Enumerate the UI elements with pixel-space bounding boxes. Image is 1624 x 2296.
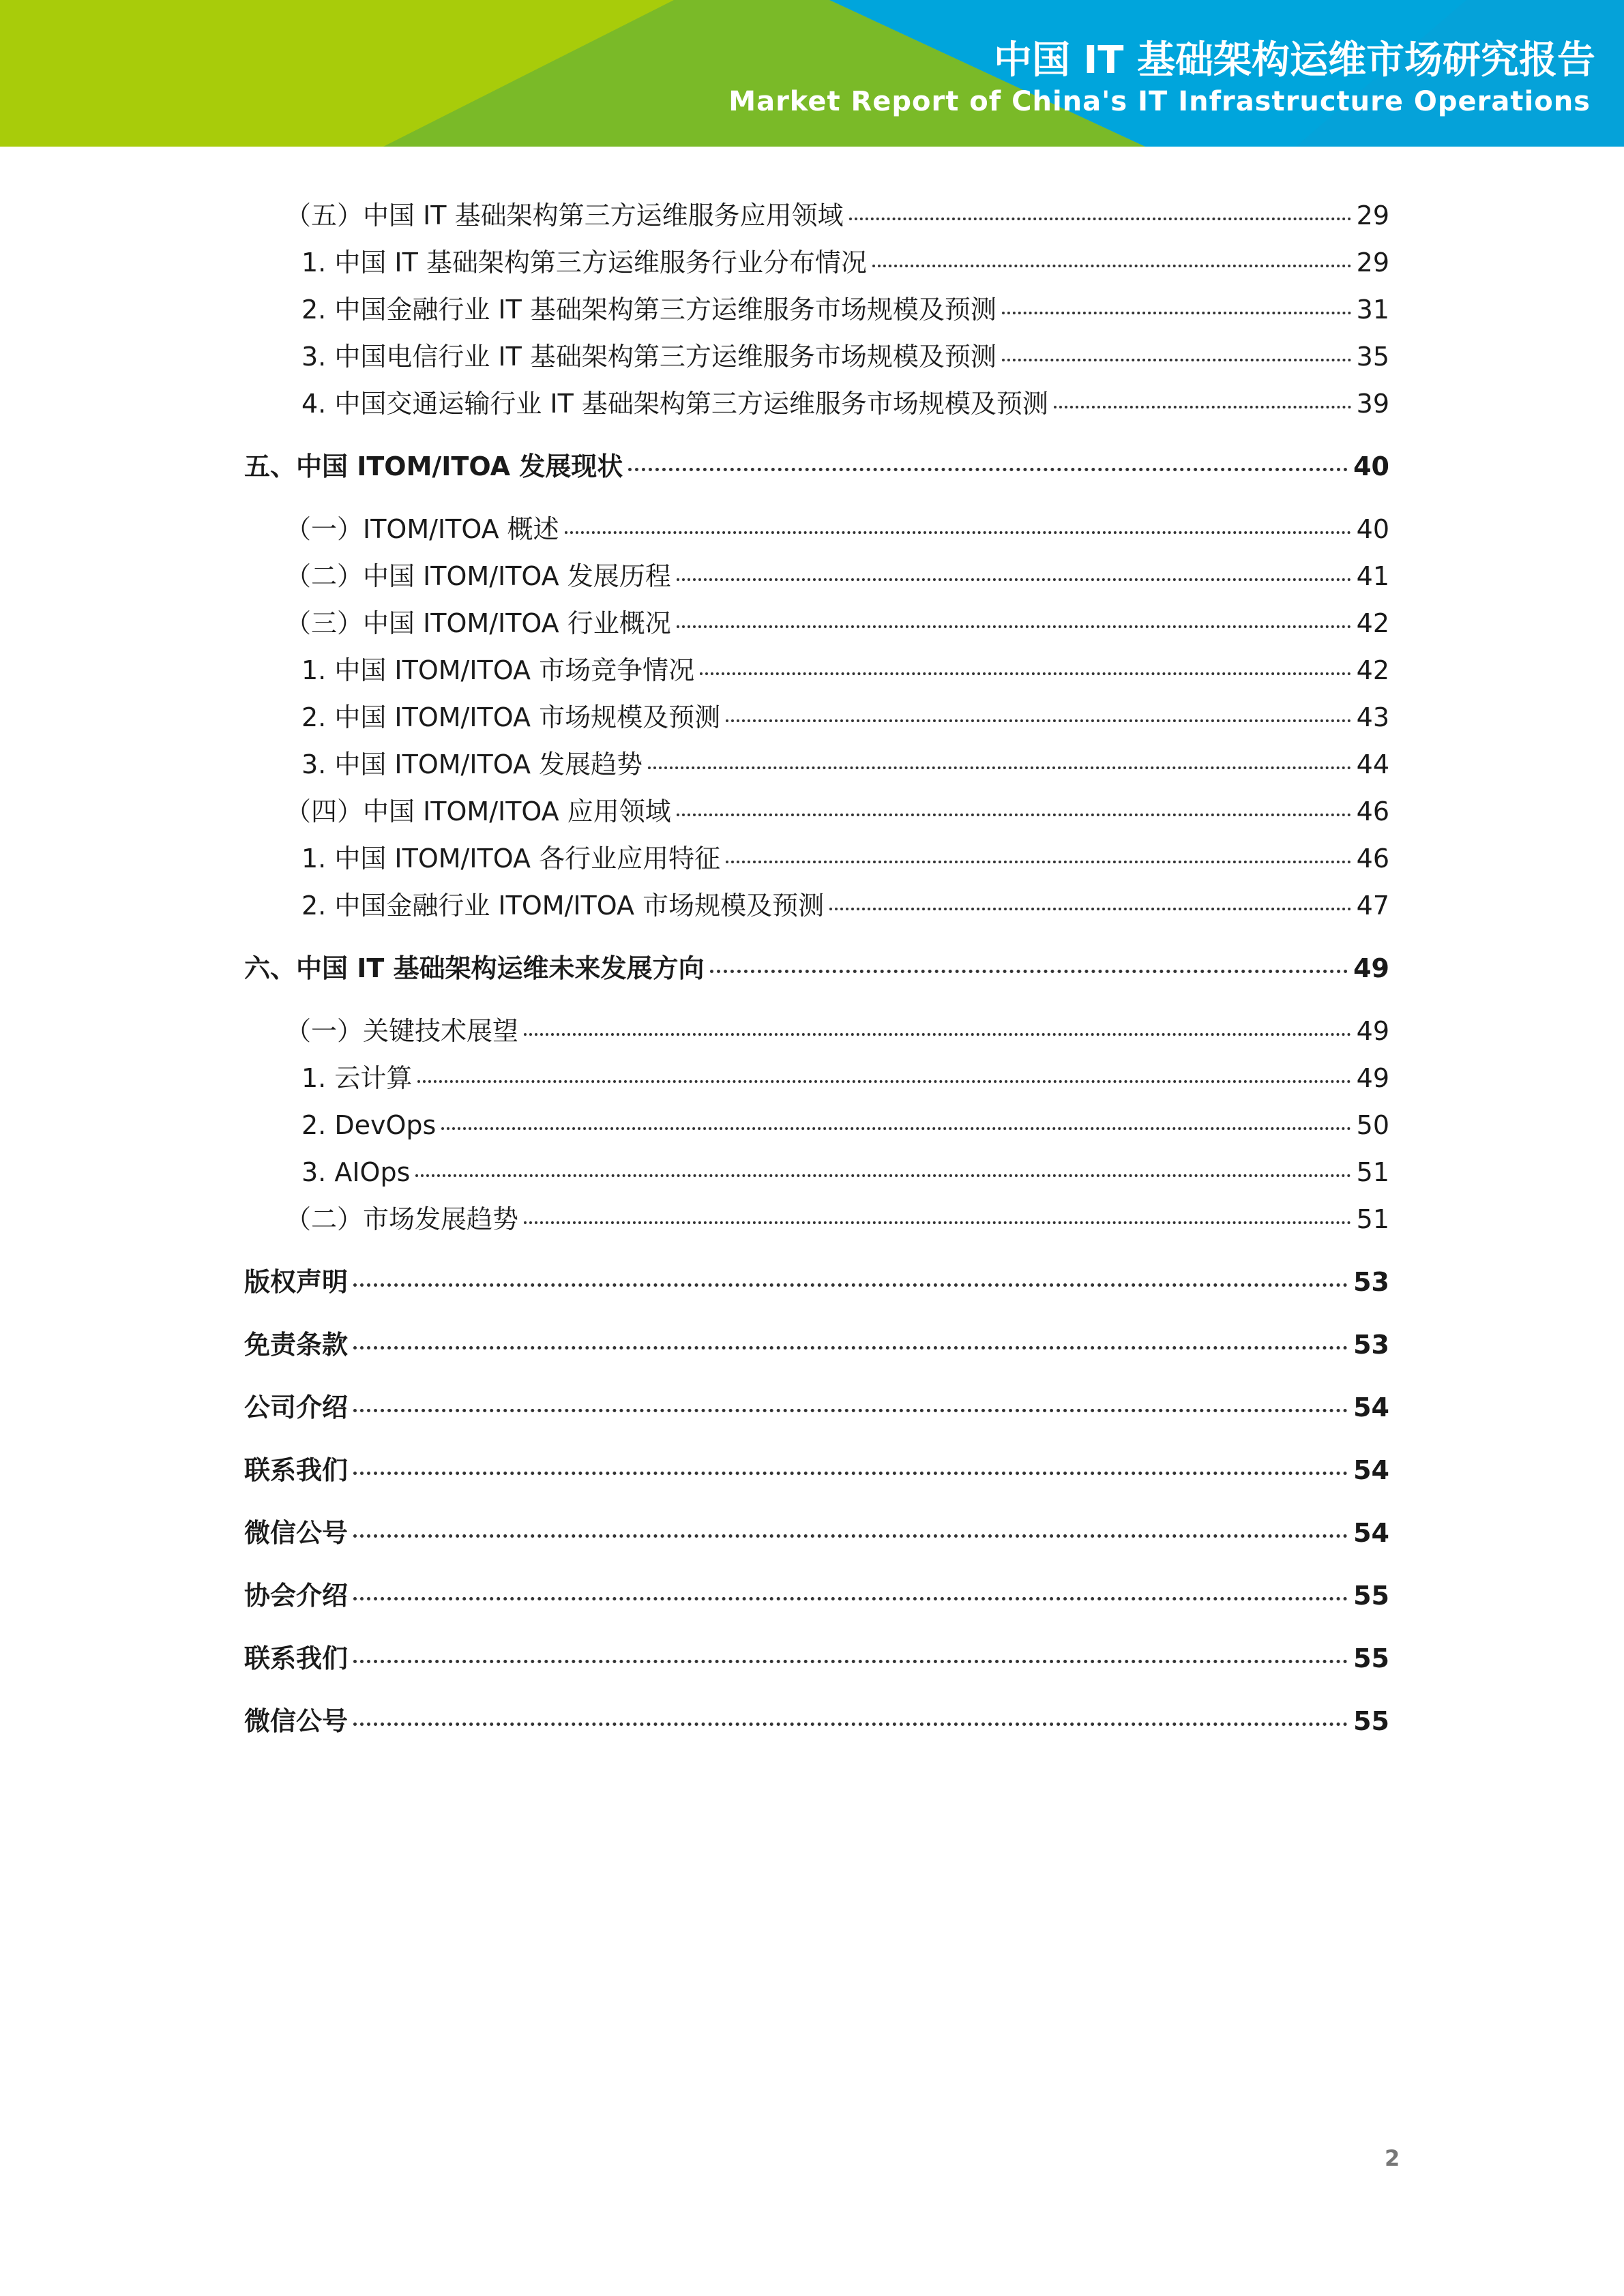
toc-entry-title[interactable]: 协会介绍 [244, 1581, 349, 1611]
toc-entry[interactable] [0, 239, 1624, 286]
dot-leader [677, 578, 1351, 581]
toc-entry[interactable] [0, 381, 1624, 428]
toc-entry-page: 40 [1356, 514, 1389, 544]
toc-entry-title[interactable]: 2. 中国金融行业 ITOM/ITOA 市场规模及预测 [301, 891, 825, 921]
dot-leader [628, 468, 1348, 471]
dot-leader [524, 1221, 1351, 1224]
toc-entry-title[interactable]: 2. 中国金融行业 IT 基础架构第三方运维服务市场规模及预测 [301, 295, 996, 325]
toc-entry-page: 55 [1353, 1581, 1389, 1611]
toc-entry-page: 39 [1356, 389, 1389, 419]
toc-entry[interactable] [0, 333, 1624, 381]
dot-leader [710, 970, 1348, 973]
toc-entry-title[interactable]: （三）中国 ITOM/ITOA 行业概况 [285, 608, 671, 638]
dot-leader [726, 861, 1351, 863]
toc-entry-title[interactable]: （一）关键技术展望 [285, 1016, 519, 1046]
toc-entry[interactable] [0, 553, 1624, 600]
toc-entry[interactable] [0, 945, 1624, 992]
toc-entry-title[interactable]: 1. 中国 ITOM/ITOA 市场竞争情况 [301, 655, 695, 685]
toc-entry[interactable] [0, 1055, 1624, 1102]
dot-leader [524, 1033, 1351, 1036]
toc-entry-page: 44 [1356, 749, 1389, 779]
toc-entry-title[interactable]: 2. DevOps [301, 1110, 437, 1140]
report-subtitle: Market Report of China's IT Infrastructure Operations [728, 86, 1591, 117]
dot-leader [441, 1127, 1350, 1130]
toc-entry[interactable] [0, 1196, 1624, 1243]
dot-leader [648, 766, 1351, 769]
toc-entry[interactable] [0, 1635, 1624, 1682]
toc-entry-page: 55 [1353, 1643, 1389, 1673]
toc-entry-page: 31 [1356, 295, 1389, 325]
toc-entry-title[interactable]: 2. 中国 ITOM/ITOA 市场规模及预测 [301, 702, 721, 732]
toc-entry-page: 54 [1353, 1455, 1389, 1485]
toc-entry[interactable] [0, 600, 1624, 647]
toc-entry-page: 49 [1356, 1016, 1389, 1046]
toc-entry-page: 53 [1353, 1267, 1389, 1297]
toc-entry-title[interactable]: 1. 中国 IT 基础架构第三方运维服务行业分布情况 [301, 248, 867, 278]
toc-entry-page: 55 [1353, 1706, 1389, 1736]
dot-leader [565, 531, 1351, 534]
toc-entry[interactable] [0, 1698, 1624, 1745]
dot-leader [849, 218, 1351, 220]
toc-entry[interactable] [0, 286, 1624, 333]
toc-entry[interactable] [0, 1102, 1624, 1149]
toc-entry[interactable] [0, 788, 1624, 835]
toc-entry-page: 43 [1356, 702, 1389, 732]
dot-leader [1002, 359, 1351, 361]
toc-entry-title[interactable]: 公司介绍 [244, 1392, 349, 1422]
toc-entry-title[interactable]: （四）中国 ITOM/ITOA 应用领域 [285, 796, 671, 826]
dot-leader [353, 1472, 1348, 1475]
toc-entry[interactable] [0, 443, 1624, 490]
toc-entry-page: 40 [1353, 451, 1389, 481]
toc-entry[interactable] [0, 1572, 1624, 1620]
toc-entry-page: 49 [1356, 1063, 1389, 1093]
toc-entry-page: 47 [1356, 891, 1389, 921]
toc-entry-page: 41 [1356, 561, 1389, 591]
toc-entry-page: 42 [1356, 655, 1389, 685]
toc-entry[interactable] [0, 192, 1624, 239]
toc-entry[interactable] [0, 506, 1624, 553]
toc-entry[interactable] [0, 1510, 1624, 1557]
toc-entry[interactable] [0, 882, 1624, 929]
toc-entry-title[interactable]: 免责条款 [244, 1330, 349, 1360]
toc-entry-page: 42 [1356, 608, 1389, 638]
toc-entry-title[interactable]: 3. AIOps [301, 1157, 411, 1187]
toc-entry-title[interactable]: 1. 云计算 [301, 1063, 413, 1093]
toc-entry-title[interactable]: 3. 中国 ITOM/ITOA 发展趋势 [301, 749, 643, 779]
toc-entry-page: 29 [1356, 200, 1389, 230]
toc-entry-title[interactable]: 六、中国 IT 基础架构运维未来发展方向 [244, 953, 705, 983]
toc-entry-title[interactable]: （一）ITOM/ITOA 概述 [285, 514, 559, 544]
toc-entry-page: 29 [1356, 248, 1389, 278]
toc-entry-page: 53 [1353, 1330, 1389, 1360]
toc-entry-title[interactable]: 联系我们 [244, 1455, 349, 1485]
toc-entry-title[interactable]: 4. 中国交通运输行业 IT 基础架构第三方运维服务市场规模及预测 [301, 389, 1048, 419]
toc-entry-page: 54 [1353, 1518, 1389, 1548]
toc-entry-page: 54 [1353, 1392, 1389, 1422]
toc-entry-page: 51 [1356, 1204, 1389, 1234]
toc-entry-page: 51 [1356, 1157, 1389, 1187]
toc-entry-title[interactable]: 1. 中国 ITOM/ITOA 各行业应用特征 [301, 844, 721, 874]
toc-entry[interactable] [0, 647, 1624, 694]
toc-entry-title[interactable]: 微信公号 [244, 1706, 349, 1736]
dot-leader [700, 672, 1351, 675]
dot-leader [353, 1346, 1348, 1350]
dot-leader [353, 1534, 1348, 1538]
dot-leader [415, 1174, 1350, 1177]
toc-entry[interactable] [0, 1149, 1624, 1196]
dot-leader [677, 814, 1351, 816]
toc-entry[interactable] [0, 1259, 1624, 1306]
page-number: 2 [1385, 2145, 1400, 2171]
toc-entry[interactable] [0, 694, 1624, 741]
toc-entry-title[interactable]: （二）中国 ITOM/ITOA 发展历程 [285, 561, 671, 591]
toc-entry-title[interactable]: 3. 中国电信行业 IT 基础架构第三方运维服务市场规模及预测 [301, 342, 996, 372]
toc-entry[interactable] [0, 1384, 1624, 1431]
dot-leader [726, 719, 1351, 722]
toc-entry-page: 46 [1356, 796, 1389, 826]
dot-leader [353, 1723, 1348, 1726]
dot-leader [353, 1409, 1348, 1412]
toc-entry-title[interactable]: 版权声明 [244, 1267, 349, 1297]
report-header-banner [0, 0, 1624, 147]
dot-leader [1054, 406, 1351, 408]
dot-leader [417, 1080, 1350, 1083]
dot-leader [353, 1660, 1348, 1663]
toc-entry-title[interactable]: 联系我们 [244, 1643, 349, 1673]
dot-leader [353, 1283, 1348, 1287]
dot-leader [872, 265, 1351, 267]
toc-entry[interactable] [0, 835, 1624, 882]
toc-entry-page: 35 [1356, 342, 1389, 372]
toc-entry-page: 50 [1356, 1110, 1389, 1140]
toc-entry-page: 46 [1356, 844, 1389, 874]
toc-entry[interactable] [0, 1008, 1624, 1055]
toc-entry-page: 49 [1353, 953, 1389, 983]
toc-entry[interactable] [0, 741, 1624, 788]
toc-entry-title[interactable]: （二）市场发展趋势 [285, 1204, 519, 1234]
toc-entry-title[interactable]: 微信公号 [244, 1518, 349, 1548]
toc-entry[interactable] [0, 1447, 1624, 1494]
toc-entry[interactable] [0, 1322, 1624, 1369]
dot-leader [353, 1597, 1348, 1600]
toc-entry-title[interactable]: （五）中国 IT 基础架构第三方运维服务应用领域 [285, 200, 844, 230]
table-of-contents [0, 192, 1624, 1761]
dot-leader [677, 625, 1351, 628]
toc-entry-title[interactable]: 五、中国 ITOM/ITOA 发展现状 [244, 451, 623, 481]
dot-leader [829, 908, 1351, 910]
dot-leader [1002, 312, 1351, 314]
report-title: 中国 IT 基础架构运维市场研究报告 [993, 38, 1595, 83]
